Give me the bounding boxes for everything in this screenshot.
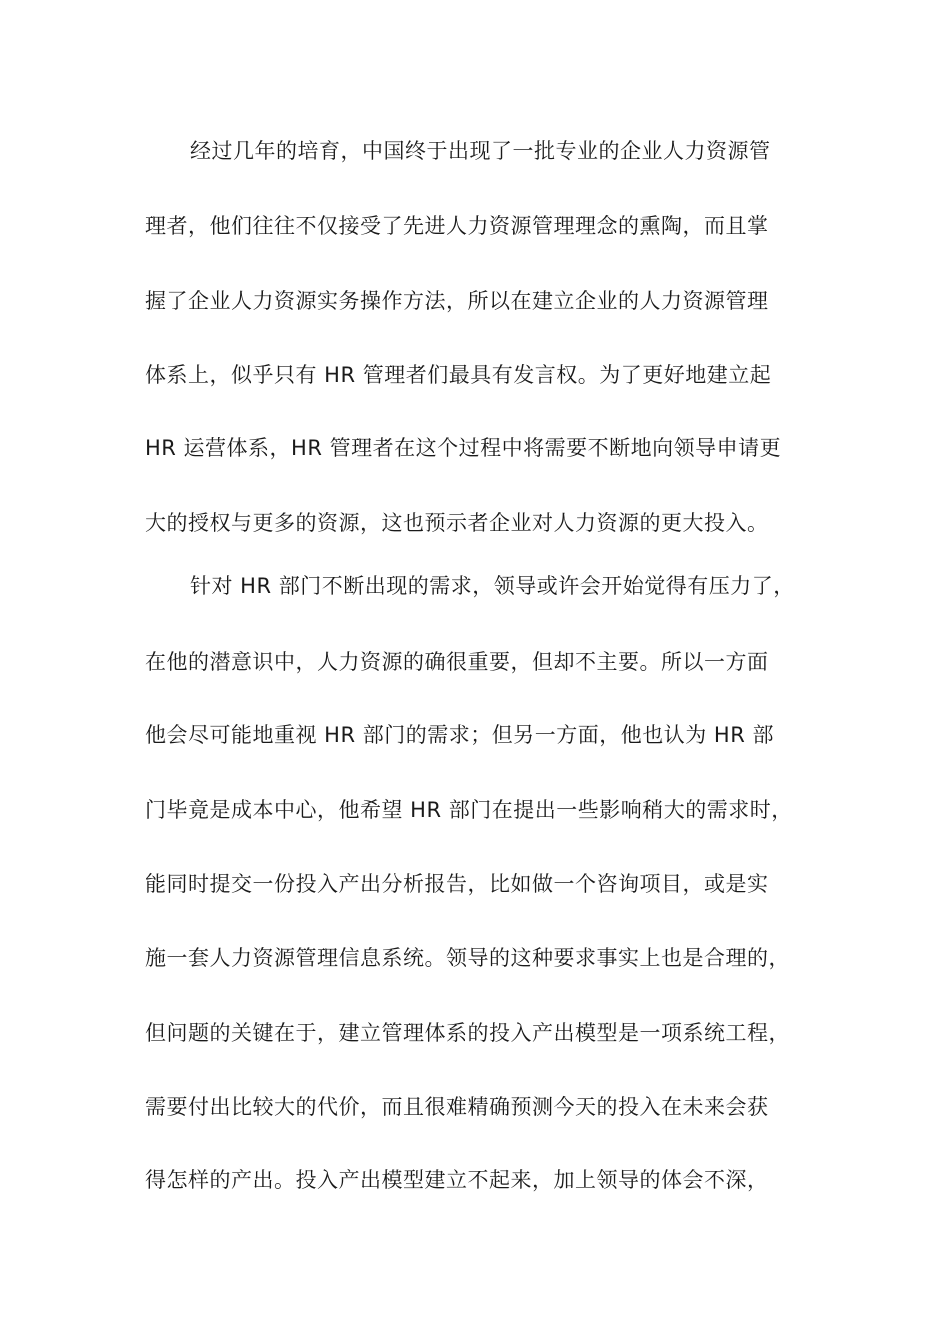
paragraph-1-line-1: 经过几年的培育，中国终于出现了一批专业的企业人力资源管 (190, 139, 771, 163)
paragraph-2-line-2: 在他的潜意识中，人力资源的确很重要，但却不主要。所以一方面 (145, 650, 769, 674)
paragraph-1-line-3: 握了企业人力资源实务操作方法，所以在建立企业的人力资源管理 (145, 289, 769, 313)
paragraph-2-line-8: 需要付出比较大的代价，而且很难精确预测今天的投入在未来会获 (145, 1095, 769, 1119)
paragraph-2-line-3: 他会尽可能地重视 HR 部门的需求；但另一方面，他也认为 HR 部 (145, 723, 774, 747)
paragraph-2-line-5: 能同时提交一份投入产出分析报告，比如做一个咨询项目，或是实 (145, 872, 769, 896)
paragraph-2-line-6: 施一套人力资源管理信息系统。领导的这种要求事实上也是合理的， (145, 946, 790, 970)
paragraph-2-line-9: 得怎样的产出。投入产出模型建立不起来，加上领导的体会不深， (145, 1168, 769, 1192)
paragraph-1-line-2: 理者，他们往往不仅接受了先进人力资源管理理念的熏陶，而且掌 (145, 214, 769, 238)
paragraph-1-line-5: HR 运营体系，HR 管理者在这个过程中将需要不断地向领导申请更 (145, 436, 782, 460)
paragraph-1-line-6: 大的授权与更多的资源，这也预示者企业对人力资源的更大投入。 (145, 511, 769, 535)
paragraph-2-line-1: 针对 HR 部门不断出现的需求，领导或许会开始觉得有压力了， (190, 574, 795, 598)
paragraph-2-line-4: 门毕竟是成本中心，他希望 HR 部门在提出一些影响稍大的需求时， (145, 798, 793, 822)
paragraph-2-line-7: 但问题的关键在于，建立管理体系的投入产出模型是一项系统工程， (145, 1021, 790, 1045)
paragraph-1-line-4: 体系上，似乎只有 HR 管理者们最具有发言权。为了更好地建立起 (145, 363, 772, 387)
